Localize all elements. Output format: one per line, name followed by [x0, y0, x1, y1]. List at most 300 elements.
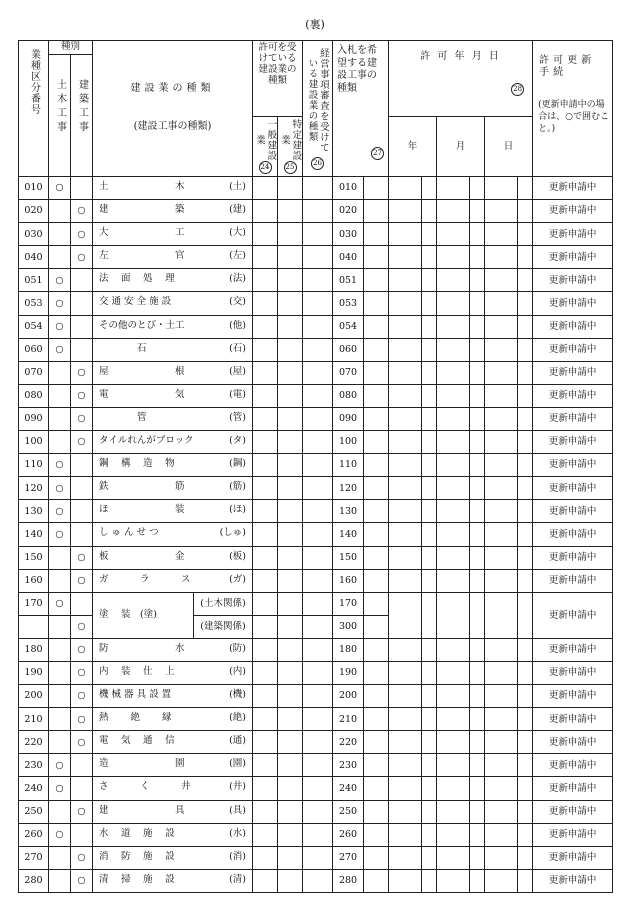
- year-sub-cell[interactable]: [422, 823, 437, 846]
- day-cell[interactable]: [485, 431, 518, 454]
- general-cell[interactable]: [253, 407, 278, 430]
- month-cell[interactable]: [437, 731, 470, 754]
- general-cell[interactable]: [253, 823, 278, 846]
- month-sub-cell[interactable]: [470, 315, 485, 338]
- day-cell[interactable]: [485, 823, 518, 846]
- month-sub-cell[interactable]: [470, 477, 485, 500]
- review-cell[interactable]: [303, 685, 333, 708]
- day-sub-cell[interactable]: [518, 177, 533, 200]
- general-cell[interactable]: [253, 800, 278, 823]
- month-cell[interactable]: [437, 315, 470, 338]
- renew-status-cell[interactable]: 更新申請中: [533, 223, 613, 246]
- special-cell[interactable]: [278, 800, 303, 823]
- year-cell[interactable]: [389, 731, 422, 754]
- month-cell[interactable]: [437, 523, 470, 546]
- bid-check-cell[interactable]: [364, 869, 389, 892]
- year-sub-cell[interactable]: [422, 708, 437, 731]
- month-cell[interactable]: [437, 477, 470, 500]
- month-cell[interactable]: [437, 384, 470, 407]
- general-cell[interactable]: [253, 615, 278, 638]
- day-sub-cell[interactable]: [518, 246, 533, 269]
- bid-check-cell[interactable]: [364, 338, 389, 361]
- special-cell[interactable]: [278, 523, 303, 546]
- review-cell[interactable]: [303, 200, 333, 223]
- renew-status-cell[interactable]: 更新申請中: [533, 638, 613, 661]
- bid-check-cell[interactable]: [364, 269, 389, 292]
- day-cell[interactable]: [485, 638, 518, 661]
- general-cell[interactable]: [253, 869, 278, 892]
- year-sub-cell[interactable]: [422, 431, 437, 454]
- month-cell[interactable]: [437, 592, 470, 638]
- day-cell[interactable]: [485, 454, 518, 477]
- year-cell[interactable]: [389, 777, 422, 800]
- day-cell[interactable]: [485, 731, 518, 754]
- month-cell[interactable]: [437, 569, 470, 592]
- general-cell[interactable]: [253, 361, 278, 384]
- day-cell[interactable]: [485, 477, 518, 500]
- bid-check-cell[interactable]: [364, 823, 389, 846]
- review-cell[interactable]: [303, 384, 333, 407]
- review-cell[interactable]: [303, 431, 333, 454]
- renew-status-cell[interactable]: 更新申請中: [533, 500, 613, 523]
- special-cell[interactable]: [278, 292, 303, 315]
- general-cell[interactable]: [253, 523, 278, 546]
- general-cell[interactable]: [253, 731, 278, 754]
- year-cell[interactable]: [389, 477, 422, 500]
- review-cell[interactable]: [303, 569, 333, 592]
- year-sub-cell[interactable]: [422, 315, 437, 338]
- year-cell[interactable]: [389, 569, 422, 592]
- review-cell[interactable]: [303, 638, 333, 661]
- year-cell[interactable]: [389, 523, 422, 546]
- renew-status-cell[interactable]: 更新申請中: [533, 454, 613, 477]
- general-cell[interactable]: [253, 338, 278, 361]
- review-cell[interactable]: [303, 523, 333, 546]
- renew-status-cell[interactable]: 更新申請中: [533, 661, 613, 684]
- bid-check-cell[interactable]: [364, 685, 389, 708]
- review-cell[interactable]: [303, 592, 333, 615]
- year-sub-cell[interactable]: [422, 338, 437, 361]
- special-cell[interactable]: [278, 315, 303, 338]
- bid-check-cell[interactable]: [364, 431, 389, 454]
- review-cell[interactable]: [303, 615, 333, 638]
- bid-check-cell[interactable]: [364, 315, 389, 338]
- year-sub-cell[interactable]: [422, 269, 437, 292]
- renew-status-cell[interactable]: 更新申請中: [533, 200, 613, 223]
- special-cell[interactable]: [278, 754, 303, 777]
- month-cell[interactable]: [437, 846, 470, 869]
- month-sub-cell[interactable]: [470, 823, 485, 846]
- day-sub-cell[interactable]: [518, 823, 533, 846]
- bid-check-cell[interactable]: [364, 384, 389, 407]
- month-cell[interactable]: [437, 269, 470, 292]
- renew-status-cell[interactable]: 更新申請中: [533, 592, 613, 638]
- review-cell[interactable]: [303, 869, 333, 892]
- renew-status-cell[interactable]: 更新申請中: [533, 731, 613, 754]
- year-sub-cell[interactable]: [422, 407, 437, 430]
- year-cell[interactable]: [389, 431, 422, 454]
- bid-check-cell[interactable]: [364, 361, 389, 384]
- special-cell[interactable]: [278, 731, 303, 754]
- month-sub-cell[interactable]: [470, 592, 485, 638]
- review-cell[interactable]: [303, 407, 333, 430]
- bid-check-cell[interactable]: [364, 592, 389, 615]
- renew-status-cell[interactable]: 更新申請中: [533, 546, 613, 569]
- year-sub-cell[interactable]: [422, 384, 437, 407]
- month-cell[interactable]: [437, 823, 470, 846]
- year-cell[interactable]: [389, 361, 422, 384]
- month-cell[interactable]: [437, 407, 470, 430]
- general-cell[interactable]: [253, 292, 278, 315]
- day-sub-cell[interactable]: [518, 777, 533, 800]
- day-cell[interactable]: [485, 546, 518, 569]
- day-cell[interactable]: [485, 338, 518, 361]
- day-sub-cell[interactable]: [518, 800, 533, 823]
- review-cell[interactable]: [303, 361, 333, 384]
- day-cell[interactable]: [485, 292, 518, 315]
- bid-check-cell[interactable]: [364, 523, 389, 546]
- year-cell[interactable]: [389, 869, 422, 892]
- month-sub-cell[interactable]: [470, 361, 485, 384]
- year-sub-cell[interactable]: [422, 754, 437, 777]
- day-cell[interactable]: [485, 315, 518, 338]
- day-sub-cell[interactable]: [518, 477, 533, 500]
- day-sub-cell[interactable]: [518, 407, 533, 430]
- special-cell[interactable]: [278, 708, 303, 731]
- year-sub-cell[interactable]: [422, 177, 437, 200]
- month-cell[interactable]: [437, 361, 470, 384]
- general-cell[interactable]: [253, 546, 278, 569]
- month-cell[interactable]: [437, 777, 470, 800]
- year-sub-cell[interactable]: [422, 454, 437, 477]
- review-cell[interactable]: [303, 846, 333, 869]
- year-cell[interactable]: [389, 708, 422, 731]
- day-cell[interactable]: [485, 869, 518, 892]
- renew-status-cell[interactable]: 更新申請中: [533, 315, 613, 338]
- day-cell[interactable]: [485, 569, 518, 592]
- day-sub-cell[interactable]: [518, 269, 533, 292]
- special-cell[interactable]: [278, 338, 303, 361]
- bid-check-cell[interactable]: [364, 754, 389, 777]
- month-cell[interactable]: [437, 500, 470, 523]
- day-cell[interactable]: [485, 523, 518, 546]
- month-sub-cell[interactable]: [470, 407, 485, 430]
- renew-status-cell[interactable]: 更新申請中: [533, 800, 613, 823]
- general-cell[interactable]: [253, 777, 278, 800]
- bid-check-cell[interactable]: [364, 846, 389, 869]
- year-cell[interactable]: [389, 407, 422, 430]
- year-sub-cell[interactable]: [422, 777, 437, 800]
- month-sub-cell[interactable]: [470, 546, 485, 569]
- day-sub-cell[interactable]: [518, 523, 533, 546]
- renew-status-cell[interactable]: 更新申請中: [533, 823, 613, 846]
- day-sub-cell[interactable]: [518, 454, 533, 477]
- review-cell[interactable]: [303, 731, 333, 754]
- month-cell[interactable]: [437, 177, 470, 200]
- day-sub-cell[interactable]: [518, 592, 533, 638]
- month-cell[interactable]: [437, 661, 470, 684]
- day-sub-cell[interactable]: [518, 384, 533, 407]
- special-cell[interactable]: [278, 661, 303, 684]
- bid-check-cell[interactable]: [364, 708, 389, 731]
- special-cell[interactable]: [278, 477, 303, 500]
- bid-check-cell[interactable]: [364, 615, 389, 638]
- renew-status-cell[interactable]: 更新申請中: [533, 523, 613, 546]
- renew-status-cell[interactable]: 更新申請中: [533, 708, 613, 731]
- special-cell[interactable]: [278, 685, 303, 708]
- month-cell[interactable]: [437, 638, 470, 661]
- bid-check-cell[interactable]: [364, 731, 389, 754]
- month-sub-cell[interactable]: [470, 500, 485, 523]
- year-cell[interactable]: [389, 315, 422, 338]
- bid-check-cell[interactable]: [364, 800, 389, 823]
- special-cell[interactable]: [278, 177, 303, 200]
- bid-check-cell[interactable]: [364, 246, 389, 269]
- special-cell[interactable]: [278, 846, 303, 869]
- renew-status-cell[interactable]: 更新申請中: [533, 292, 613, 315]
- year-cell[interactable]: [389, 454, 422, 477]
- day-cell[interactable]: [485, 223, 518, 246]
- special-cell[interactable]: [278, 546, 303, 569]
- review-cell[interactable]: [303, 223, 333, 246]
- year-cell[interactable]: [389, 754, 422, 777]
- month-sub-cell[interactable]: [470, 454, 485, 477]
- general-cell[interactable]: [253, 661, 278, 684]
- month-sub-cell[interactable]: [470, 384, 485, 407]
- renew-status-cell[interactable]: 更新申請中: [533, 869, 613, 892]
- day-sub-cell[interactable]: [518, 731, 533, 754]
- day-cell[interactable]: [485, 661, 518, 684]
- renew-status-cell[interactable]: 更新申請中: [533, 177, 613, 200]
- review-cell[interactable]: [303, 177, 333, 200]
- year-sub-cell[interactable]: [422, 569, 437, 592]
- month-sub-cell[interactable]: [470, 523, 485, 546]
- day-sub-cell[interactable]: [518, 685, 533, 708]
- month-cell[interactable]: [437, 223, 470, 246]
- day-sub-cell[interactable]: [518, 223, 533, 246]
- bid-check-cell[interactable]: [364, 407, 389, 430]
- special-cell[interactable]: [278, 615, 303, 638]
- general-cell[interactable]: [253, 638, 278, 661]
- month-cell[interactable]: [437, 338, 470, 361]
- renew-status-cell[interactable]: 更新申請中: [533, 477, 613, 500]
- month-cell[interactable]: [437, 454, 470, 477]
- month-sub-cell[interactable]: [470, 269, 485, 292]
- month-cell[interactable]: [437, 200, 470, 223]
- review-cell[interactable]: [303, 338, 333, 361]
- month-sub-cell[interactable]: [470, 177, 485, 200]
- day-sub-cell[interactable]: [518, 846, 533, 869]
- year-cell[interactable]: [389, 823, 422, 846]
- day-cell[interactable]: [485, 269, 518, 292]
- bid-check-cell[interactable]: [364, 223, 389, 246]
- renew-status-cell[interactable]: 更新申請中: [533, 569, 613, 592]
- bid-check-cell[interactable]: [364, 477, 389, 500]
- general-cell[interactable]: [253, 315, 278, 338]
- renew-status-cell[interactable]: 更新申請中: [533, 384, 613, 407]
- year-cell[interactable]: [389, 269, 422, 292]
- special-cell[interactable]: [278, 361, 303, 384]
- special-cell[interactable]: [278, 200, 303, 223]
- month-cell[interactable]: [437, 869, 470, 892]
- special-cell[interactable]: [278, 592, 303, 615]
- day-sub-cell[interactable]: [518, 661, 533, 684]
- day-sub-cell[interactable]: [518, 361, 533, 384]
- special-cell[interactable]: [278, 869, 303, 892]
- review-cell[interactable]: [303, 823, 333, 846]
- renew-status-cell[interactable]: 更新申請中: [533, 685, 613, 708]
- year-cell[interactable]: [389, 500, 422, 523]
- month-sub-cell[interactable]: [470, 292, 485, 315]
- review-cell[interactable]: [303, 454, 333, 477]
- month-cell[interactable]: [437, 292, 470, 315]
- year-sub-cell[interactable]: [422, 638, 437, 661]
- general-cell[interactable]: [253, 569, 278, 592]
- month-sub-cell[interactable]: [470, 846, 485, 869]
- day-cell[interactable]: [485, 384, 518, 407]
- year-cell[interactable]: [389, 223, 422, 246]
- month-sub-cell[interactable]: [470, 338, 485, 361]
- review-cell[interactable]: [303, 777, 333, 800]
- special-cell[interactable]: [278, 454, 303, 477]
- year-sub-cell[interactable]: [422, 800, 437, 823]
- month-cell[interactable]: [437, 546, 470, 569]
- renew-status-cell[interactable]: 更新申請中: [533, 407, 613, 430]
- special-cell[interactable]: [278, 431, 303, 454]
- year-sub-cell[interactable]: [422, 546, 437, 569]
- day-cell[interactable]: [485, 708, 518, 731]
- year-sub-cell[interactable]: [422, 685, 437, 708]
- month-cell[interactable]: [437, 754, 470, 777]
- year-sub-cell[interactable]: [422, 477, 437, 500]
- review-cell[interactable]: [303, 315, 333, 338]
- day-sub-cell[interactable]: [518, 292, 533, 315]
- special-cell[interactable]: [278, 384, 303, 407]
- review-cell[interactable]: [303, 500, 333, 523]
- year-sub-cell[interactable]: [422, 523, 437, 546]
- bid-check-cell[interactable]: [364, 177, 389, 200]
- general-cell[interactable]: [253, 177, 278, 200]
- general-cell[interactable]: [253, 431, 278, 454]
- renew-status-cell[interactable]: 更新申請中: [533, 361, 613, 384]
- day-cell[interactable]: [485, 200, 518, 223]
- review-cell[interactable]: [303, 269, 333, 292]
- review-cell[interactable]: [303, 800, 333, 823]
- day-cell[interactable]: [485, 361, 518, 384]
- day-cell[interactable]: [485, 754, 518, 777]
- year-cell[interactable]: [389, 384, 422, 407]
- year-sub-cell[interactable]: [422, 246, 437, 269]
- day-sub-cell[interactable]: [518, 200, 533, 223]
- general-cell[interactable]: [253, 846, 278, 869]
- general-cell[interactable]: [253, 592, 278, 615]
- review-cell[interactable]: [303, 477, 333, 500]
- day-sub-cell[interactable]: [518, 869, 533, 892]
- year-sub-cell[interactable]: [422, 592, 437, 638]
- renew-status-cell[interactable]: 更新申請中: [533, 269, 613, 292]
- general-cell[interactable]: [253, 500, 278, 523]
- day-sub-cell[interactable]: [518, 708, 533, 731]
- general-cell[interactable]: [253, 708, 278, 731]
- year-sub-cell[interactable]: [422, 292, 437, 315]
- month-sub-cell[interactable]: [470, 685, 485, 708]
- month-sub-cell[interactable]: [470, 869, 485, 892]
- month-sub-cell[interactable]: [470, 708, 485, 731]
- day-cell[interactable]: [485, 500, 518, 523]
- month-sub-cell[interactable]: [470, 569, 485, 592]
- bid-check-cell[interactable]: [364, 454, 389, 477]
- day-cell[interactable]: [485, 685, 518, 708]
- year-cell[interactable]: [389, 546, 422, 569]
- bid-check-cell[interactable]: [364, 546, 389, 569]
- day-cell[interactable]: [485, 800, 518, 823]
- year-sub-cell[interactable]: [422, 500, 437, 523]
- year-cell[interactable]: [389, 200, 422, 223]
- renew-status-cell[interactable]: 更新申請中: [533, 338, 613, 361]
- year-cell[interactable]: [389, 292, 422, 315]
- month-sub-cell[interactable]: [470, 800, 485, 823]
- day-sub-cell[interactable]: [518, 500, 533, 523]
- year-cell[interactable]: [389, 661, 422, 684]
- month-sub-cell[interactable]: [470, 223, 485, 246]
- day-sub-cell[interactable]: [518, 638, 533, 661]
- year-sub-cell[interactable]: [422, 731, 437, 754]
- year-sub-cell[interactable]: [422, 223, 437, 246]
- month-sub-cell[interactable]: [470, 661, 485, 684]
- bid-check-cell[interactable]: [364, 569, 389, 592]
- special-cell[interactable]: [278, 823, 303, 846]
- special-cell[interactable]: [278, 777, 303, 800]
- review-cell[interactable]: [303, 292, 333, 315]
- renew-status-cell[interactable]: 更新申請中: [533, 846, 613, 869]
- year-cell[interactable]: [389, 177, 422, 200]
- month-cell[interactable]: [437, 800, 470, 823]
- day-cell[interactable]: [485, 407, 518, 430]
- review-cell[interactable]: [303, 661, 333, 684]
- special-cell[interactable]: [278, 269, 303, 292]
- review-cell[interactable]: [303, 246, 333, 269]
- general-cell[interactable]: [253, 269, 278, 292]
- special-cell[interactable]: [278, 500, 303, 523]
- year-cell[interactable]: [389, 246, 422, 269]
- special-cell[interactable]: [278, 246, 303, 269]
- general-cell[interactable]: [253, 685, 278, 708]
- year-cell[interactable]: [389, 638, 422, 661]
- general-cell[interactable]: [253, 223, 278, 246]
- general-cell[interactable]: [253, 384, 278, 407]
- day-sub-cell[interactable]: [518, 315, 533, 338]
- day-sub-cell[interactable]: [518, 431, 533, 454]
- month-sub-cell[interactable]: [470, 731, 485, 754]
- general-cell[interactable]: [253, 454, 278, 477]
- year-sub-cell[interactable]: [422, 361, 437, 384]
- bid-check-cell[interactable]: [364, 292, 389, 315]
- year-cell[interactable]: [389, 338, 422, 361]
- month-sub-cell[interactable]: [470, 638, 485, 661]
- review-cell[interactable]: [303, 754, 333, 777]
- special-cell[interactable]: [278, 223, 303, 246]
- renew-status-cell[interactable]: 更新申請中: [533, 754, 613, 777]
- month-sub-cell[interactable]: [470, 200, 485, 223]
- month-sub-cell[interactable]: [470, 777, 485, 800]
- year-sub-cell[interactable]: [422, 869, 437, 892]
- special-cell[interactable]: [278, 407, 303, 430]
- bid-check-cell[interactable]: [364, 500, 389, 523]
- month-sub-cell[interactable]: [470, 431, 485, 454]
- bid-check-cell[interactable]: [364, 777, 389, 800]
- renew-status-cell[interactable]: 更新申請中: [533, 777, 613, 800]
- renew-status-cell[interactable]: 更新申請中: [533, 246, 613, 269]
